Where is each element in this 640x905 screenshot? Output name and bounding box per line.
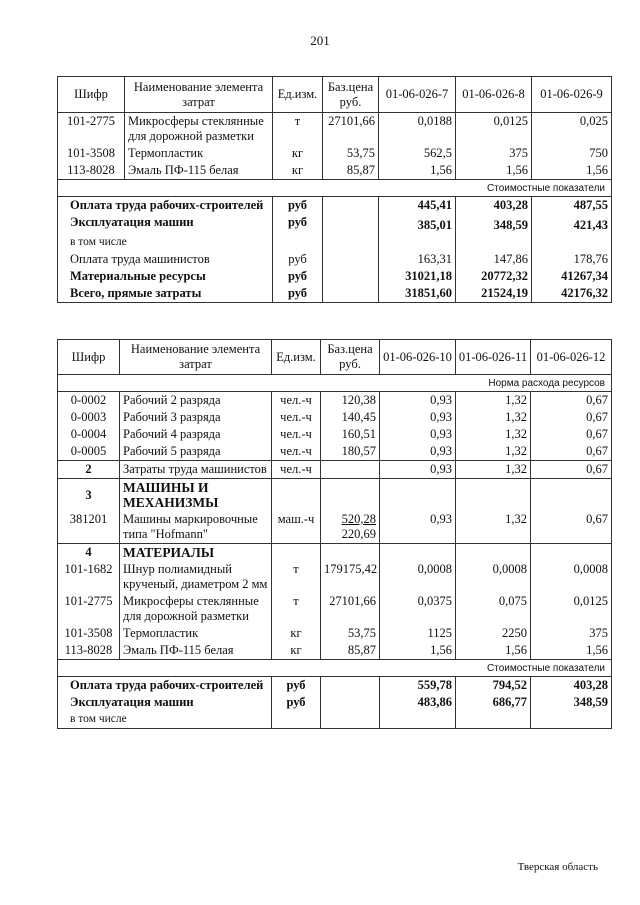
cell-value: 1,32 [456,392,531,410]
cell-name: Рабочий 2 разряда [120,392,272,410]
empty-cell [531,544,612,562]
cell-code: 0-0002 [58,392,120,410]
cost-empty [321,694,380,711]
cell-unit: т [272,561,321,593]
cell-price: 27101,66 [321,593,380,625]
cell-value: 0,93 [380,426,456,443]
table-header [58,77,612,113]
cost-unit: руб [273,251,323,268]
cost-row [58,268,612,285]
empty-cell [531,479,612,512]
cell-unit: кг [272,625,321,642]
cell-code: 101-3508 [58,145,125,162]
empty-cell [321,544,380,562]
empty-cell [272,544,321,562]
cell-name: Затраты труда машинистов [120,461,272,479]
cell-value: 1,32 [456,511,531,544]
cell-value: 562,5 [379,145,456,162]
cost-value: 487,55 [532,197,612,215]
header-rate-3: 01-06-026-9 [532,77,612,113]
cell-code: 113-8028 [58,162,125,180]
cost-row [58,234,612,251]
cost-empty [321,677,380,695]
cell-unit: т [272,593,321,625]
cell-code: 2 [58,461,120,479]
table-row [58,593,612,625]
cell-price: 53,75 [323,145,379,162]
cost-name: Материальные ресурсы [58,268,273,285]
cell-unit: чел.-ч [272,443,321,461]
cost-value: 445,41 [379,197,456,215]
cell-name: Термопластик [125,145,273,162]
cost-empty [323,197,379,215]
empty-cell [456,479,531,512]
cell-value: 1,56 [531,642,612,660]
section-label-row [58,180,612,197]
cell-price: 85,87 [321,642,380,660]
cell-name: Рабочий 5 разряда [120,443,272,461]
cell-value: 1,32 [456,426,531,443]
cell-value: 0,67 [531,392,612,410]
cell-unit: маш.-ч [272,511,321,544]
cost-empty [323,214,379,234]
group-header-row [58,544,612,562]
cell-name: Эмаль ПФ-115 белая [120,642,272,660]
header-code: Шифр [58,340,120,375]
cell-value: 1,56 [380,642,456,660]
cell-name: Термопластик [120,625,272,642]
cell-price: 180,57 [321,443,380,461]
cell-code: 0-0004 [58,426,120,443]
cost-row [58,285,612,303]
section-label-row [58,660,612,677]
header-rate-2: 01-06-026-8 [456,77,532,113]
empty-cell [321,479,380,512]
cell-value: 1,32 [456,443,531,461]
cost-unit: руб [272,694,321,711]
cell-price: 179175,42 [321,561,380,593]
cell-code: 381201 [58,511,120,544]
cost-section-label: Стоимостные показатели [58,660,612,677]
cell-value: 0,025 [532,113,612,146]
cell-value: 0,67 [531,461,612,479]
cell-value: 1,56 [379,162,456,180]
group-title: МАТЕРИАЛЫ [120,544,272,562]
cell-value: 0,67 [531,426,612,443]
empty-cell [272,479,321,512]
price-top: 520,28 [341,512,376,526]
cell-value: 0,0125 [456,113,532,146]
resource-table-1 [57,76,612,303]
empty-cell [456,544,531,562]
cost-empty [323,285,379,303]
cost-value [532,234,612,251]
cost-name: Эксплуатация машин [58,694,272,711]
cost-value: 21524,19 [456,285,532,303]
cost-name: в том числе [58,711,272,729]
cost-value: 559,78 [380,677,456,695]
cell-value: 1,56 [532,162,612,180]
table-row [58,113,612,146]
cell-value: 1,32 [456,409,531,426]
cost-name: Оплата труда рабочих-строителей [58,677,272,695]
cell-name: Микросферы стеклянные для дорожной разметки [120,593,272,625]
cell-unit: чел.-ч [272,426,321,443]
cell-value: 0,93 [380,443,456,461]
cell-code: 101-2775 [58,593,120,625]
header-price: Баз.цена руб. [323,77,379,113]
header-name: Наименование элемента затрат [125,77,273,113]
cost-unit: руб [273,214,323,234]
cell-unit: чел.-ч [272,409,321,426]
cell-value: 0,075 [456,593,531,625]
cost-value: 403,28 [456,197,532,215]
cost-empty [323,268,379,285]
cell-value: 0,67 [531,511,612,544]
table-row [58,162,612,180]
cell-unit: чел.-ч [272,392,321,410]
resource-table-2 [57,339,612,729]
cost-value: 42176,32 [532,285,612,303]
table-row [58,642,612,660]
cell-name: Рабочий 4 разряда [120,426,272,443]
cost-value: 421,43 [532,214,612,234]
cost-value [456,711,531,729]
cell-value: 0,0375 [380,593,456,625]
cell-value: 0,67 [531,409,612,426]
cell-code: 0-0005 [58,443,120,461]
cost-value [380,711,456,729]
cost-empty [323,251,379,268]
cell-value: 0,93 [380,511,456,544]
header-unit: Ед.изм. [272,340,321,375]
cost-row [58,677,612,695]
cost-value: 20772,32 [456,268,532,285]
cost-row [58,197,612,215]
cell-name: Машины маркировочные типа "Hofmann" [120,511,272,544]
cost-row [58,694,612,711]
header-code: Шифр [58,77,125,113]
cell-price: 160,51 [321,426,380,443]
cell-value: 1,32 [456,461,531,479]
cost-value: 348,59 [456,214,532,234]
cost-value: 794,52 [456,677,531,695]
cost-value: 403,28 [531,677,612,695]
page-number: 201 [310,33,330,48]
cost-name: Оплата труда машинистов [58,251,273,268]
cell-price: 120,38 [321,392,380,410]
cost-row [58,214,612,234]
group-title: МАШИНЫ И МЕХАНИЗМЫ [120,479,272,512]
cost-value: 348,59 [531,694,612,711]
header-rate-1: 01-06-026-10 [380,340,456,375]
cell-value: 0,0008 [456,561,531,593]
cell-value: 750 [532,145,612,162]
empty-cell [380,544,456,562]
cell-code: 113-8028 [58,642,120,660]
cost-name: в том числе [58,234,273,251]
cell-price [321,461,380,479]
cell-value: 0,93 [380,461,456,479]
cost-row [58,711,612,729]
table-row [58,392,612,410]
cell-unit: кг [273,162,323,180]
header-unit: Ед.изм. [273,77,323,113]
cell-unit: т [273,113,323,146]
table-row [58,625,612,642]
cell-price: 53,75 [321,625,380,642]
table-header [58,340,612,375]
cell-price: 85,87 [323,162,379,180]
cell-name: Эмаль ПФ-115 белая [125,162,273,180]
cell-value: 1,56 [456,162,532,180]
cell-name: Микросферы стеклянные для дорожной разметки [125,113,273,146]
cost-value: 31851,60 [379,285,456,303]
cell-name: Рабочий 3 разряда [120,409,272,426]
cell-name: Шнур полиамидный крученый, диаметром 2 мм [120,561,272,593]
cost-empty [321,711,380,729]
cell-value: 375 [456,145,532,162]
table-row [58,426,612,443]
header-price: Баз.цена руб. [321,340,380,375]
cost-name: Эксплуатация машин [58,214,273,234]
empty-cell [380,479,456,512]
cell-value: 0,0125 [531,593,612,625]
section-label-row [58,375,612,392]
cost-value: 41267,34 [532,268,612,285]
cell-value: 375 [531,625,612,642]
cell-value: 0,0008 [380,561,456,593]
cost-unit: руб [273,285,323,303]
cost-unit: руб [272,677,321,695]
cell-value: 0,0188 [379,113,456,146]
cell-value: 1,56 [456,642,531,660]
cost-value [456,234,532,251]
table-row [58,409,612,426]
cell-code: 0-0003 [58,409,120,426]
group-header-row [58,479,612,512]
cell-value: 0,0008 [531,561,612,593]
cell-unit: чел.-ч [272,461,321,479]
group-code: 4 [58,544,120,562]
header-name: Наименование элемента затрат [120,340,272,375]
cost-empty [323,234,379,251]
norm-section-label: Норма расхода ресурсов [58,375,612,392]
cell-unit: кг [273,145,323,162]
cell-price [321,511,380,544]
cost-value [531,711,612,729]
cost-value: 31021,18 [379,268,456,285]
header-rate-1: 01-06-026-7 [379,77,456,113]
table-row [58,443,612,461]
cell-unit: кг [272,642,321,660]
cost-name: Оплата труда рабочих-строителей [58,197,273,215]
cost-value: 686,77 [456,694,531,711]
cost-value: 147,86 [456,251,532,268]
cell-price: 140,45 [321,409,380,426]
group-code: 3 [58,479,120,512]
cell-code: 101-3508 [58,625,120,642]
table-row [58,561,612,593]
cell-code: 101-2775 [58,113,125,146]
cost-value [379,234,456,251]
table-row [58,511,612,544]
cost-unit [272,711,321,729]
cost-unit: руб [273,197,323,215]
cost-value: 178,76 [532,251,612,268]
cell-price: 27101,66 [323,113,379,146]
cost-row [58,251,612,268]
cell-value: 0,93 [380,392,456,410]
cost-name: Всего, прямые затраты [58,285,273,303]
table-row [58,145,612,162]
cell-code: 101-1682 [58,561,120,593]
cell-value: 2250 [456,625,531,642]
cost-value: 163,31 [379,251,456,268]
cost-unit [273,234,323,251]
cost-value: 483,86 [380,694,456,711]
price-bottom: 220,69 [341,527,376,541]
machinist-row [58,461,612,479]
cell-value: 1125 [380,625,456,642]
cell-value: 0,93 [380,409,456,426]
cost-unit: руб [273,268,323,285]
header-rate-2: 01-06-026-11 [456,340,531,375]
footer-region: Тверская область [517,861,598,873]
cost-section-label: Стоимостные показатели [58,180,612,197]
header-rate-3: 01-06-026-12 [531,340,612,375]
cost-value: 385,01 [379,214,456,234]
cell-value: 0,67 [531,443,612,461]
